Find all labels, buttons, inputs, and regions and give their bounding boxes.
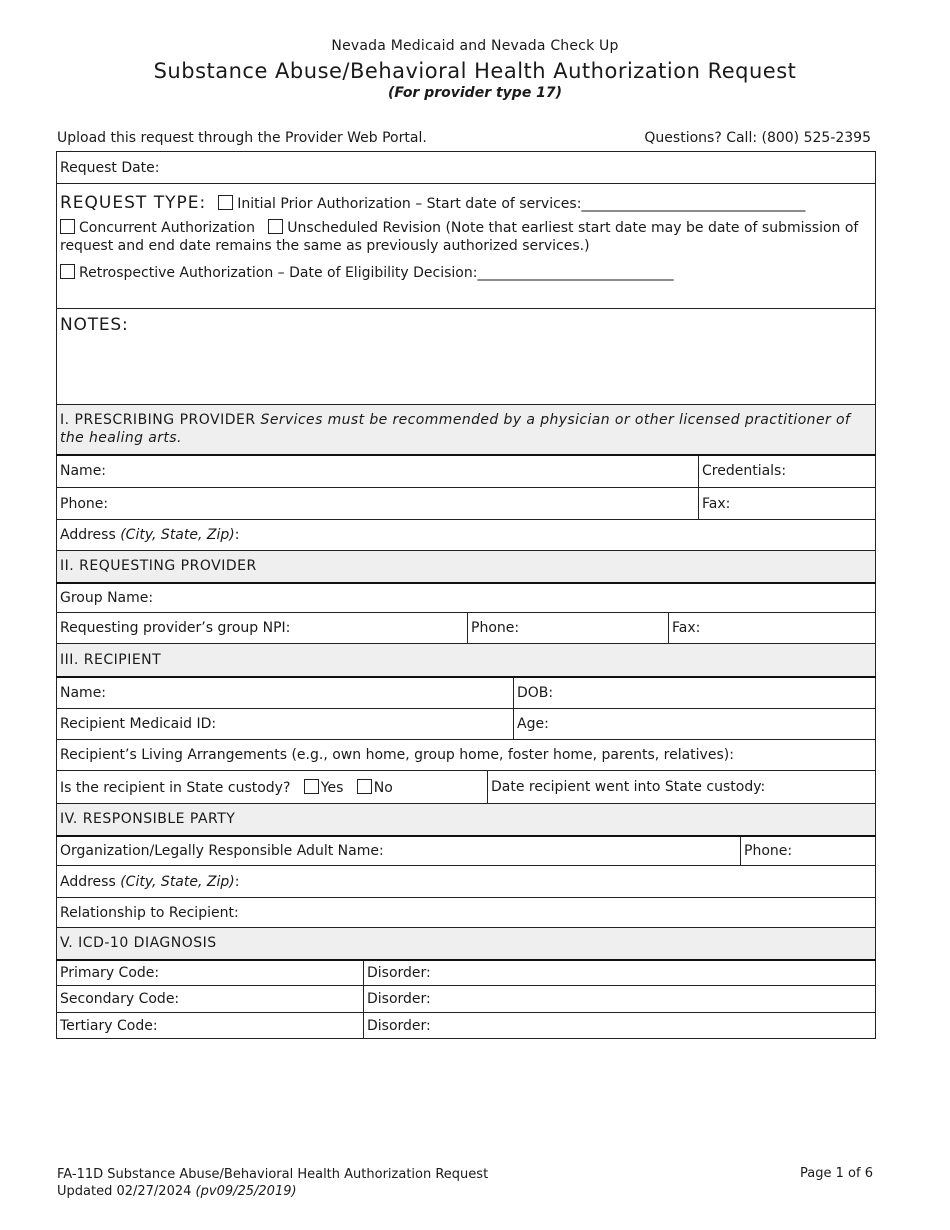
custody-yes-label: Yes [320, 779, 344, 796]
section-diagnosis: V. ICD-10 DIAGNOSIS [57, 928, 876, 960]
upload-instruction: Upload this request through the Provider Web Portal. [57, 130, 427, 146]
prescribing-title: I. PRESCRIBING PROVIDER [60, 412, 256, 429]
responsible-address-field[interactable]: Address (City, State, Zip): [57, 866, 876, 898]
section-recipient: III. RECIPIENT [57, 644, 876, 677]
custody-no-checkbox[interactable] [357, 779, 372, 794]
section-responsible-party: IV. RESPONSIBLE PARTY [57, 804, 876, 836]
request-type-label: REQUEST TYPE: [60, 193, 207, 213]
instructions-line [57, 130, 875, 146]
initial-authorization-label: Initial Prior Authorization – Start date of services:________________________________ [237, 196, 806, 212]
secondary-disorder-field[interactable]: Disorder: [364, 986, 876, 1013]
recipient-age-field[interactable]: Age: [514, 709, 876, 740]
concurrent-authorization-label: Concurrent Authorization [79, 220, 255, 236]
section-requesting-provider: II. REQUESTING PROVIDER [57, 551, 876, 583]
section-prescribing-provider [57, 405, 876, 455]
form-id: FA-11D Substance Abuse/Behavioral Health Authorization Request [57, 1167, 489, 1182]
relationship-field[interactable]: Relationship to Recipient: [57, 898, 876, 928]
prescriber-phone-field[interactable]: Phone: [57, 488, 699, 520]
questions-phone: Questions? Call: (800) 525-2395 [644, 130, 871, 146]
form-title: Substance Abuse/Behavioral Health Authorization Request [153, 59, 797, 83]
responsible-name-field[interactable]: Organization/Legally Responsible Adult Name: [57, 836, 741, 866]
agency-name: Nevada Medicaid and Nevada Check Up [331, 38, 619, 54]
prescriber-name-field[interactable]: Name: [57, 455, 699, 488]
group-npi-field[interactable]: Requesting provider’s group NPI: [57, 613, 468, 644]
recipient-dob-field[interactable]: DOB: [514, 677, 876, 709]
initial-authorization-checkbox[interactable] [218, 195, 233, 210]
primary-code-field[interactable]: Primary Code: [57, 960, 364, 986]
custody-no-label: No [373, 779, 393, 796]
unscheduled-revision-label: Unscheduled Revision (Note that earliest start date may be date of submission of request and end date remains the same as previously authorized services.) [60, 220, 859, 254]
requesting-fax-field[interactable]: Fax: [669, 613, 876, 644]
authorization-form [56, 151, 876, 1039]
request-type-block [57, 184, 876, 309]
previous-version: (pv09/25/2019) [195, 1184, 297, 1199]
form-subtitle: (For provider type 17) [387, 85, 563, 101]
prescribing-subtitle: Services must be recommended by a physician or other licensed practitioner of the healing arts. [60, 412, 851, 447]
prescriber-fax-field[interactable]: Fax: [699, 488, 876, 520]
retrospective-authorization-checkbox[interactable] [60, 264, 75, 279]
tertiary-disorder-field[interactable]: Disorder: [364, 1013, 876, 1039]
concurrent-authorization-checkbox[interactable] [60, 219, 75, 234]
form-footer [57, 1166, 488, 1200]
requesting-phone-field[interactable]: Phone: [468, 613, 669, 644]
notes-field[interactable]: NOTES: [57, 309, 876, 405]
prescriber-credentials-field[interactable]: Credentials: [699, 455, 876, 488]
prescriber-address-field[interactable]: Address (City, State, Zip): [57, 520, 876, 551]
updated-date: Updated 02/27/2024 [57, 1184, 192, 1199]
form-header [0, 38, 950, 101]
group-name-field[interactable]: Group Name: [57, 583, 876, 613]
request-date-field[interactable]: Request Date: [57, 152, 876, 184]
recipient-medicaid-id-field[interactable]: Recipient Medicaid ID: [57, 709, 514, 740]
recipient-name-field[interactable]: Name: [57, 677, 514, 709]
primary-disorder-field[interactable]: Disorder: [364, 960, 876, 986]
responsible-phone-field[interactable]: Phone: [741, 836, 876, 866]
secondary-code-field[interactable]: Secondary Code: [57, 986, 364, 1013]
custody-date-field[interactable]: Date recipient went into State custody: [488, 771, 876, 804]
tertiary-code-field[interactable]: Tertiary Code: [57, 1013, 364, 1039]
unscheduled-revision-checkbox[interactable] [268, 219, 283, 234]
living-arrangements-field[interactable]: Recipient’s Living Arrangements (e.g., own home, group home, foster home, parents, relatives): [57, 740, 876, 771]
custody-yes-checkbox[interactable] [304, 779, 319, 794]
retrospective-authorization-label: Retrospective Authorization – Date of Eligibility Decision:____________________________ [79, 265, 674, 281]
state-custody-question: Is the recipient in State custody? Yes No [57, 771, 488, 804]
page-number: Page 1 of 6 [800, 1166, 873, 1181]
